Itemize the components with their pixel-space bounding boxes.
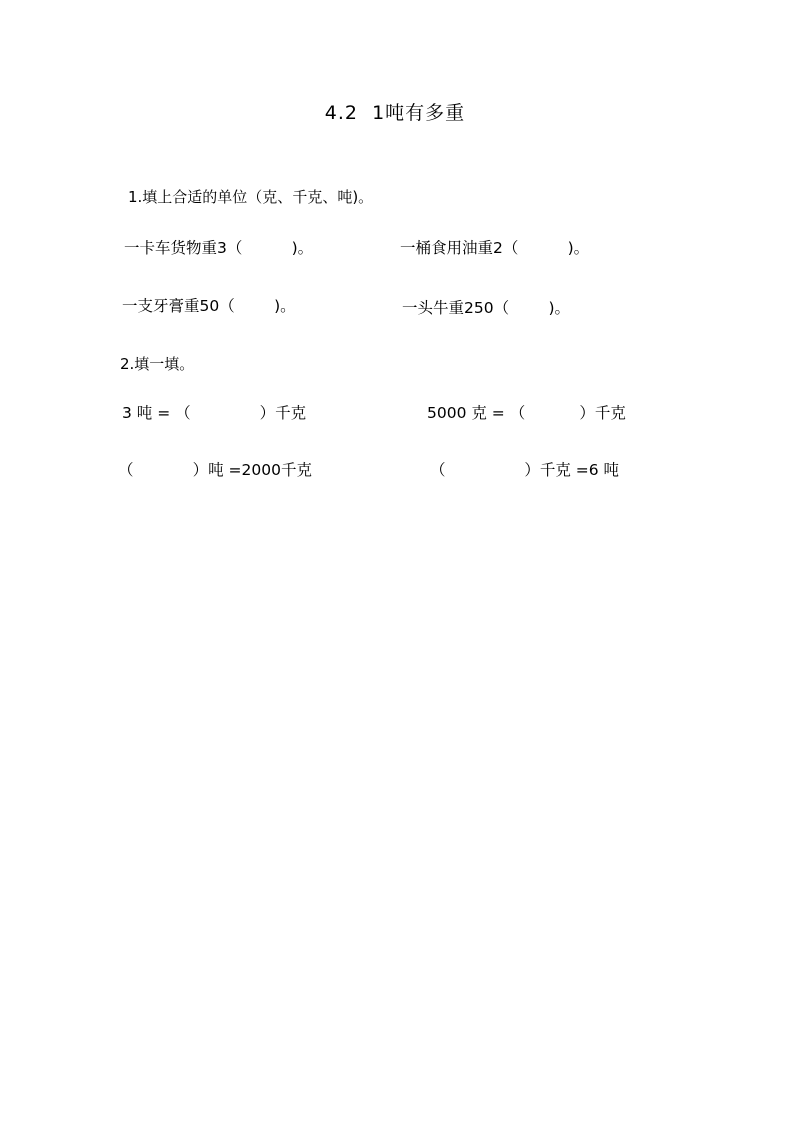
page-title: 4.2 1吨有多重	[324, 102, 466, 124]
section1-heading: 1.填上合适的单位（克、千克、吨)。	[128, 188, 374, 206]
unit-question-cow: 一头牛重250（ )。	[402, 299, 571, 317]
section2-heading: 2.填一填。	[120, 355, 195, 373]
unit-question-toothpaste: 一支牙膏重50（ )。	[122, 297, 296, 315]
convert-question-g-to-kg: 5000 克 = （ ）千克	[427, 404, 626, 422]
unit-question-truck: 一卡车货物重3（ )。	[124, 239, 314, 257]
convert-question-kg-to-tons: （ ）吨 =2000千克	[118, 461, 312, 479]
convert-question-tons-to-kg-2: （ ）千克 =6 吨	[430, 461, 620, 479]
convert-question-tons-to-kg: 3 吨 = （ ）千克	[122, 404, 307, 422]
unit-question-oil: 一桶食用油重2（ )。	[400, 239, 590, 257]
